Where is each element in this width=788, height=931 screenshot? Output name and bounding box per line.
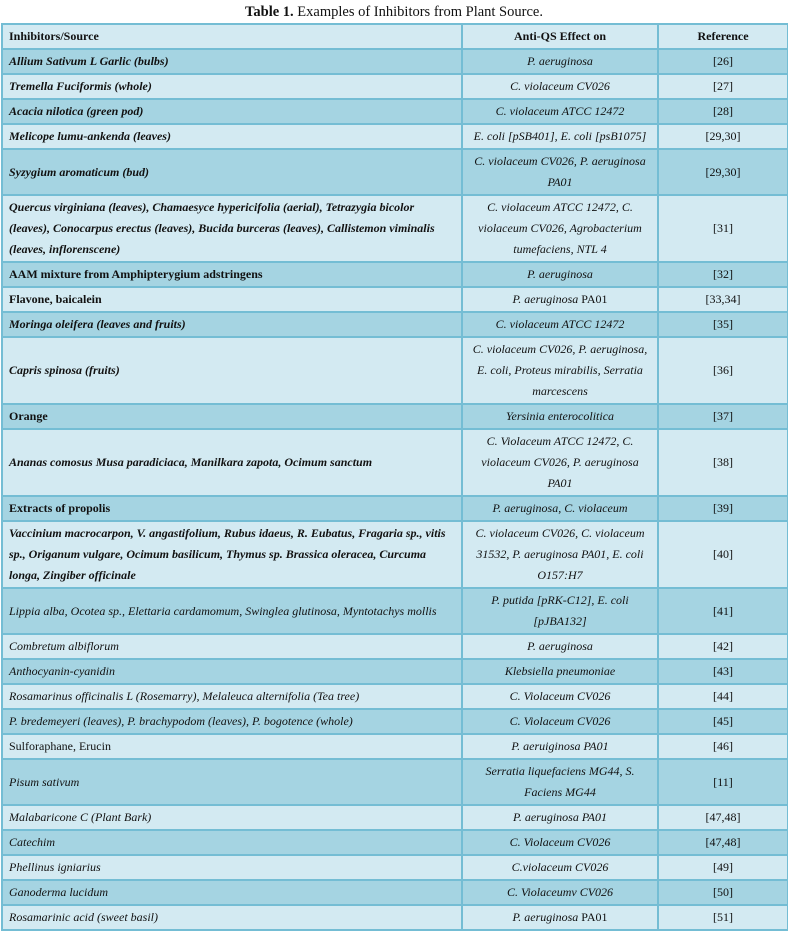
table-row — [2, 830, 788, 855]
table-row — [2, 74, 788, 99]
cell-effect — [462, 287, 658, 312]
table-row — [2, 287, 788, 312]
header-source: Inhibitors/Source — [2, 24, 462, 49]
cell-effect — [462, 709, 658, 734]
cell-effect — [462, 74, 658, 99]
cell-source: Phellinus igniarius — [2, 855, 462, 880]
table-row — [2, 805, 788, 830]
table-caption-text: Examples of Inhibitors from Plant Source. — [293, 4, 543, 20]
cell-effect — [462, 124, 658, 149]
cell-source: Syzygium aromaticum (bud) — [2, 149, 462, 195]
table-row — [2, 262, 788, 287]
cell-effect-organism: P. aeruginosa, C. violaceum — [492, 501, 628, 515]
cell-source: Lippia alba, Ocotea sp., Elettaria cardamomum, Swinglea glutinosa, Myntotachys mollis — [2, 588, 462, 634]
table-row — [2, 521, 788, 588]
table-row — [2, 759, 788, 805]
cell-source: Allium Sativum L Garlic (bulbs) — [2, 49, 462, 74]
cell-reference: [32] — [658, 262, 788, 287]
cell-reference: [51] — [658, 905, 788, 930]
cell-source: Malabaricone C (Plant Bark) — [2, 805, 462, 830]
cell-reference: [45] — [658, 709, 788, 734]
header-reference: Reference — [658, 24, 788, 49]
table-row — [2, 905, 788, 930]
cell-effect-organism: P. aeruginosa — [512, 910, 579, 924]
cell-reference: [41] — [658, 588, 788, 634]
cell-reference: [42] — [658, 634, 788, 659]
cell-effect — [462, 99, 658, 124]
cell-effect-organism: C. Violaceum CV026 — [509, 689, 611, 703]
cell-effect — [462, 195, 658, 262]
cell-reference: [44] — [658, 684, 788, 709]
cell-effect-organism: C. Violaceum ATCC 12472, C. violaceum CV026, P. aeruginosa PA01 — [481, 434, 639, 490]
cell-source: Flavone, baicalein — [2, 287, 462, 312]
cell-effect — [462, 830, 658, 855]
cell-effect-organism: C. violaceum CV026, P. aeruginosa, E. coli, Proteus mirabilis, Serratia marcescens — [472, 342, 648, 398]
cell-effect — [462, 805, 658, 830]
cell-effect-organism: C. violaceum ATCC 12472, C. violaceum CV026, Agrobacterium tumefaciens, NTL 4 — [478, 200, 642, 256]
table-row — [2, 634, 788, 659]
cell-effect — [462, 149, 658, 195]
cell-source: Vaccinium macrocarpon, V. angastifolium, Rubus idaeus, R. Eubatus, Fragaria sp., vitis sp., Origanum vulgare, Ocimum basilicum, Thymus sp. Brassica oleracea, Curcuma longa, Zingiber officinale — [2, 521, 462, 588]
cell-reference: [26] — [658, 49, 788, 74]
cell-source: AAM mixture from Amphipterygium adstringens — [2, 262, 462, 287]
cell-effect-organism: C. Violaceum CV026 — [509, 714, 611, 728]
table-row — [2, 496, 788, 521]
cell-source: Rosamarinus officinalis L (Rosemarry), Melaleuca alternifolia (Tea tree) — [2, 684, 462, 709]
table-header-row — [2, 24, 788, 49]
cell-source: Rosamarinic acid (sweet basil) — [2, 905, 462, 930]
cell-reference: [46] — [658, 734, 788, 759]
cell-effect-organism: P. aeruiginosa PA01 — [511, 739, 609, 753]
cell-effect-strain: PA01 — [578, 910, 608, 924]
cell-source: Tremella Fuciformis (whole) — [2, 74, 462, 99]
cell-effect — [462, 496, 658, 521]
table-row — [2, 149, 788, 195]
cell-reference: [33,34] — [658, 287, 788, 312]
cell-effect — [462, 684, 658, 709]
cell-reference: [38] — [658, 429, 788, 496]
table-row — [2, 588, 788, 634]
cell-source: Quercus virginiana (leaves), Chamaesyce hypericifolia (aerial), Tetrazygia bicolor (leaves), Conocarpus erectus (leaves), Bucida burceras (leaves), Callistemon viminalis (leaves, inflorenscene) — [2, 195, 462, 262]
cell-reference: [35] — [658, 312, 788, 337]
cell-reference: [29,30] — [658, 124, 788, 149]
cell-effect — [462, 404, 658, 429]
cell-reference: [31] — [658, 195, 788, 262]
table-row — [2, 312, 788, 337]
cell-effect — [462, 880, 658, 905]
cell-source: Anthocyanin-cyanidin — [2, 659, 462, 684]
cell-reference: [11] — [658, 759, 788, 805]
cell-effect-organism: P. putida [pRK-C12], E. coli [pJBA132] — [491, 593, 629, 628]
cell-effect-organism: C.violaceum CV026 — [511, 860, 609, 874]
table-caption — [0, 0, 788, 23]
cell-effect — [462, 588, 658, 634]
cell-reference: [43] — [658, 659, 788, 684]
table-row — [2, 337, 788, 404]
table-row — [2, 429, 788, 496]
cell-effect — [462, 634, 658, 659]
cell-source: Pisum sativum — [2, 759, 462, 805]
cell-effect — [462, 855, 658, 880]
cell-reference: [47,48] — [658, 830, 788, 855]
cell-effect-organism: Yersinia enterocolitica — [505, 409, 615, 423]
cell-effect — [462, 337, 658, 404]
cell-source: Combretum albiflorum — [2, 634, 462, 659]
table-body — [2, 49, 788, 930]
cell-effect-organism: P. aeruginosa PA01 — [513, 810, 607, 824]
cell-effect — [462, 734, 658, 759]
cell-reference: [36] — [658, 337, 788, 404]
cell-source: Moringa oleifera (leaves and fruits) — [2, 312, 462, 337]
cell-effect — [462, 312, 658, 337]
cell-effect-organism: P. aeruginosa — [527, 267, 593, 281]
cell-effect-organism: P. aeruginosa — [527, 639, 593, 653]
table-row — [2, 195, 788, 262]
cell-source: Sulforaphane, Erucin — [2, 734, 462, 759]
cell-effect — [462, 659, 658, 684]
cell-reference: [37] — [658, 404, 788, 429]
cell-effect — [462, 429, 658, 496]
cell-effect-organism: C. violaceum CV026 — [510, 79, 610, 93]
cell-reference: [28] — [658, 99, 788, 124]
cell-source: Ganoderma lucidum — [2, 880, 462, 905]
cell-effect-strain: PA01 — [578, 292, 608, 306]
table-row — [2, 124, 788, 149]
cell-reference: [39] — [658, 496, 788, 521]
cell-reference: [49] — [658, 855, 788, 880]
table-row — [2, 855, 788, 880]
cell-effect-organism: C. violaceum ATCC 12472 — [495, 104, 625, 118]
cell-effect-organism: P. aeruginosa — [527, 54, 593, 68]
cell-effect — [462, 759, 658, 805]
cell-effect-organism: C. Violaceum CV026 — [509, 835, 611, 849]
cell-effect-organism: Klebsiella pneumoniae — [504, 664, 616, 678]
cell-reference: [50] — [658, 880, 788, 905]
cell-reference: [40] — [658, 521, 788, 588]
cell-source: Capris spinosa (fruits) — [2, 337, 462, 404]
cell-source: Orange — [2, 404, 462, 429]
cell-reference: [27] — [658, 74, 788, 99]
cell-source: Extracts of propolis — [2, 496, 462, 521]
cell-source: Melicope lumu-ankenda (leaves) — [2, 124, 462, 149]
inhibitors-table — [1, 23, 788, 931]
cell-effect-organism: C. violaceum ATCC 12472 — [495, 317, 625, 331]
cell-reference: [47,48] — [658, 805, 788, 830]
cell-effect-organism: C. Violaceumv CV026 — [506, 885, 614, 899]
table-row — [2, 404, 788, 429]
cell-reference: [29,30] — [658, 149, 788, 195]
cell-effect-organism: C. violaceum CV026, C. violaceum 31532, P. aeruginosa PA01, E. coli O157:H7 — [475, 526, 645, 582]
cell-source: Acacia nilotica (green pod) — [2, 99, 462, 124]
cell-source: Catechim — [2, 830, 462, 855]
table-row — [2, 684, 788, 709]
cell-source: Ananas comosus Musa paradiciaca, Manilkara zapota, Ocimum sanctum — [2, 429, 462, 496]
header-effect: Anti-QS Effect on — [462, 24, 658, 49]
table-row — [2, 709, 788, 734]
table-caption-label: Table 1. — [245, 4, 294, 20]
table-row — [2, 734, 788, 759]
cell-effect-organism: C. violaceum CV026, P. aeruginosa PA01 — [474, 154, 646, 189]
table-row — [2, 659, 788, 684]
table-row — [2, 49, 788, 74]
cell-source: P. bredemeyeri (leaves), P. brachypodom (leaves), P. bogotence (whole) — [2, 709, 462, 734]
cell-effect-organism: P. aeruginosa — [512, 292, 579, 306]
cell-effect-organism: Serratia liquefaciens MG44, S. Faciens MG44 — [485, 764, 635, 799]
cell-effect — [462, 49, 658, 74]
table-row — [2, 99, 788, 124]
cell-effect — [462, 521, 658, 588]
cell-effect — [462, 262, 658, 287]
cell-effect-organism: E. coli [pSB401], E. coli [psB1075] — [473, 129, 647, 143]
cell-effect — [462, 905, 658, 930]
table-row — [2, 880, 788, 905]
